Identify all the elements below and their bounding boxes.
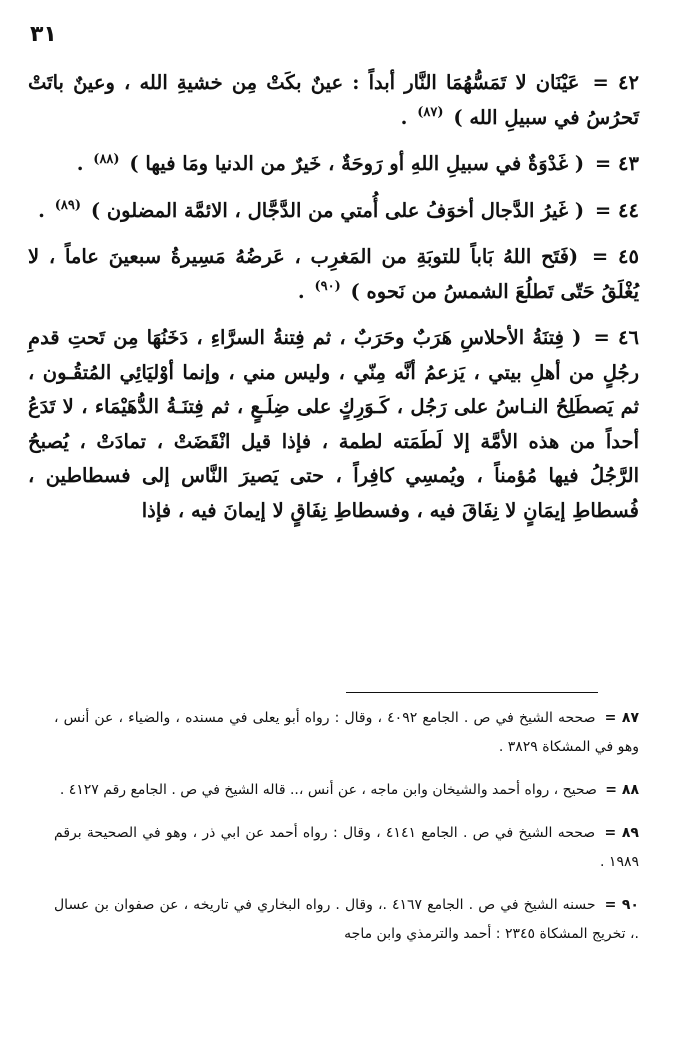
hadith-item [28,194,639,229]
footnote-number: ٨٨ = [605,782,639,798]
hadith-text: ( غَيرُ الدَّجال أخوَفُ على أُمتي من الدَّجَّال ، الائمَّة المضلون ) [90,198,585,222]
footnote-divider [346,692,598,693]
footnote-text: صحيح ، رواه أحمد والشيخان وابن ماجه ، عن أنس ،.. قاله الشيخ في ص . الجامع رقم ٤١٢٧ . [59,782,597,798]
hadith-text: عَيْنَان لا تَمَسُّهُمَا النَّار أبداً : عينٌ بكَتْ مِن خشيةِ الله ، وعينٌ باتَتْ تَحرُسُ في سبيلِ الله ) [28,71,639,129]
footnote-item [54,819,639,877]
footnote-reference: (٨٩) [54,198,82,213]
page-number: ٣١ [30,22,57,47]
footnotes [54,704,639,963]
footnote-text: صححه الشيخ في ص . الجامع ٤١٤١ ، وقال : رواه أحمد عن ابي ذر ، وهو في الصحيحة برقم ١٩٨٩ . [54,825,639,870]
hadith-number: ٤٦ = [593,326,639,349]
hadith-text: ( غَدْوَةٌ في سبيلِ اللهِ أو رَوحَةٌ ، خَيرٌ من الدنيا ومَا فيها ) [129,152,585,175]
footnote-item [54,891,639,949]
footnote-number: ٨٧ = [604,710,639,726]
hadith-item [28,240,639,309]
footnote-item [54,704,639,762]
hadith-end: . [76,152,84,175]
footnote-reference: (٨٨) [93,151,120,167]
hadith-end: . [38,198,45,222]
hadith-number: ٤٣ = [594,152,639,175]
footnote-text: حسنه الشيخ في ص . الجامع ٤١٦٧ .، وقال . رواه البخاري في تاريخه ، عن صفوان بن عسال .، تخريج المشكاة ٢٣٤٥ : أحمد والترمذي وابن ماجه [54,897,639,942]
hadith-number: ٤٥ = [591,245,639,268]
footnote-reference: (٩٠) [314,279,341,294]
hadith-number: ٤٢ = [592,71,639,94]
footnote-reference: (٨٧) [417,105,444,120]
hadith-text: ( فِتنَةُ الأحلاسِ هَرَبٌ وحَرَبٌ ، ثم فِتنةُ السرَّاءِ ، دَخَنُهَا مِن تَحتِ قدمِ رجُلٍ من أهلِ بيتي ، يَزعمُ أنَّه مِنّي ، وليس مني ، وإنما أوْليَائِي المُتقُـون ، ثم يَصطَلِحُ النـاسُ على رَجُل ، كَـوَرِكٍ على ضِلَـعٍ ، ثم فِتنَـةُ الدُّهَيْمَاء ، لا تَدَعُ أحداً من هذه الأمَّة إلا لَطَمَته لطمة ، فإذا قيل انْقَضَتْ ، تمادَتْ ، يُصبحُ الرَّجُلُ فيها مُؤمناً ، ويُمسِي كافِراً ، حتى يَصيرَ النَّاس إلى فسطاطين ، فُسطاطِ إيمَانٍ لا نِفَاقَ فيه ، وفسطاطِ نِفَاقٍ لا إيمانَ فيه ، فإذا [28,326,639,522]
footnote-number: ٨٩ = [604,825,639,841]
hadith-item [28,321,639,528]
footnote-text: صححه الشيخ في ص . الجامع ٤٠٩٢ ، وقال : رواه أبو يعلى في مسنده ، والضياء ، عن أنس ، وهو في المشكاة ٣٨٢٩ . [54,710,639,755]
hadith-item [28,66,639,135]
footnote-item [54,776,639,805]
hadith-item [28,147,639,182]
footnote-number: ٩٠ = [604,897,639,913]
hadith-list [28,66,639,540]
hadith-end: . [297,279,305,303]
hadith-number: ٤٤ = [594,198,639,222]
hadith-end: . [400,105,408,129]
hadith-text: (فَتَح اللهُ بَاباً للتوبَةِ من المَغرِب ، عَرضُهُ مَسِيرةُ سبعينَ عاماً ، لا يُغْلَقُ حَتّى تَطلُعَ الشمسُ من نَحوه ) [28,245,639,303]
